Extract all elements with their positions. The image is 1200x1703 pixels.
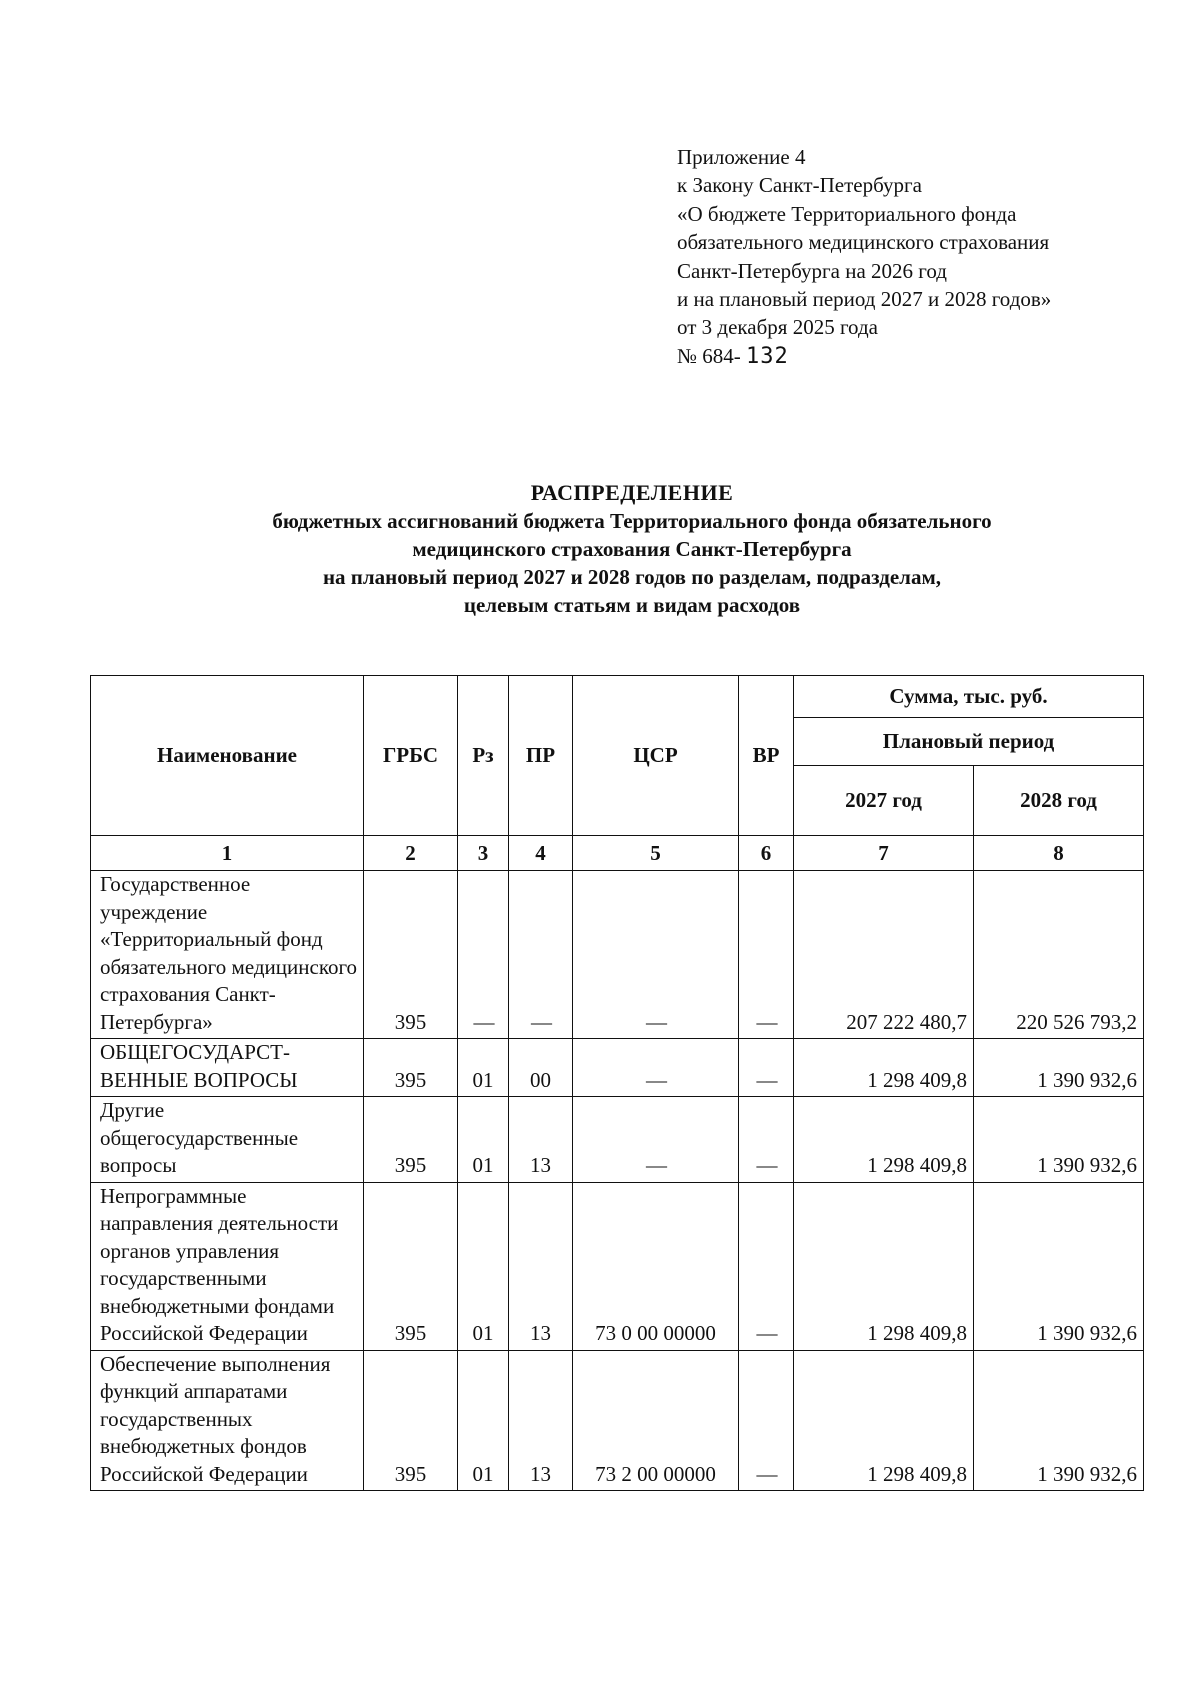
row-pr: 13: [509, 1350, 573, 1491]
header-csr: ЦСР: [573, 676, 739, 836]
header-name: Наименование: [91, 676, 364, 836]
header-sum: Сумма, тыс. руб.: [794, 676, 1144, 718]
row-grbs: 395: [364, 1039, 458, 1097]
column-number: 1: [91, 836, 364, 871]
column-number: 2: [364, 836, 458, 871]
row-grbs: 395: [364, 1097, 458, 1183]
appendix-number-prefix: № 684-: [677, 343, 741, 368]
row-name: Государственное учреждение «Территориальный фонд обязательного медицинского страхования Санкт-Петербурга»: [91, 871, 364, 1039]
row-2027: 1 298 409,8: [794, 1182, 974, 1350]
appendix-line: «О бюджете Территориального фонда: [677, 201, 1017, 226]
row-pr: —: [509, 871, 573, 1039]
header-rz: Рз: [458, 676, 509, 836]
title-line: бюджетных ассигнований бюджета Территориального фонда обязательного: [272, 509, 992, 533]
row-grbs: 395: [364, 1350, 458, 1491]
column-number: 5: [573, 836, 739, 871]
column-number: 6: [739, 836, 794, 871]
title-line: на плановый период 2027 и 2028 годов по разделам, подразделам,: [322, 565, 942, 589]
header-2028: 2028 год: [974, 766, 1144, 836]
row-vr: —: [739, 1097, 794, 1183]
appendix-header: [677, 143, 1147, 371]
row-csr: 73 2 00 00000: [573, 1350, 739, 1491]
appendix-line: Приложение 4: [677, 145, 806, 169]
appendix-line: к Закону Санкт-Петербурга: [677, 173, 922, 198]
title-line: медицинского страхования Санкт-Петербурга: [412, 537, 852, 561]
row-2028: 1 390 932,6: [974, 1097, 1144, 1183]
appendix-number: [677, 342, 1147, 371]
row-rz: —: [458, 871, 509, 1039]
row-2028: 1 390 932,6: [974, 1350, 1144, 1491]
row-csr: 73 0 00 00000: [573, 1182, 739, 1350]
row-grbs: 395: [364, 1182, 458, 1350]
table-row: [91, 871, 1144, 1039]
row-name: Другие общегосударственные вопросы: [91, 1097, 364, 1183]
row-2027: 1 298 409,8: [794, 1039, 974, 1097]
row-rz: 01: [458, 1097, 509, 1183]
row-name: ОБЩЕГОСУДАРСТ-ВЕННЫЕ ВОПРОСЫ: [91, 1039, 364, 1097]
header-2027: 2027 год: [794, 766, 974, 836]
row-vr: —: [739, 1350, 794, 1491]
column-number: 8: [974, 836, 1144, 871]
row-vr: —: [739, 1182, 794, 1350]
table-row: [91, 1039, 1144, 1097]
appendix-line: обязательного медицинского страхования: [677, 230, 1050, 255]
table-row: [91, 1350, 1144, 1491]
row-grbs: 395: [364, 871, 458, 1039]
document-title: [100, 479, 1164, 619]
row-rz: 01: [458, 1182, 509, 1350]
appendix-line: и на плановый период 2027 и 2028 годов»: [677, 287, 1052, 312]
budget-table-container: [90, 675, 1144, 1491]
row-pr: 13: [509, 1182, 573, 1350]
appendix-line: от 3 декабря 2025 года: [677, 315, 878, 340]
row-vr: —: [739, 1039, 794, 1097]
row-2027: 1 298 409,8: [794, 1097, 974, 1183]
row-2028: 1 390 932,6: [974, 1039, 1144, 1097]
row-rz: 01: [458, 1039, 509, 1097]
column-number: 7: [794, 836, 974, 871]
budget-table: [90, 675, 1144, 1491]
appendix-number-handwritten: 132: [746, 343, 789, 369]
column-number: 4: [509, 836, 573, 871]
appendix-line: Санкт-Петербурга на 2026 год: [677, 258, 947, 283]
row-csr: —: [573, 1097, 739, 1183]
table-row: [91, 1097, 1144, 1183]
column-numbers-row: [91, 836, 1144, 871]
header-period: Плановый период: [794, 718, 1144, 766]
row-csr: —: [573, 1039, 739, 1097]
row-2027: 207 222 480,7: [794, 871, 974, 1039]
row-2028: 220 526 793,2: [974, 871, 1144, 1039]
column-number: 3: [458, 836, 509, 871]
title-line: целевым статьям и видам расходов: [463, 593, 801, 617]
table-row: [91, 1182, 1144, 1350]
row-vr: —: [739, 871, 794, 1039]
title-main: РАСПРЕДЕЛЕНИЕ: [530, 480, 734, 505]
row-2028: 1 390 932,6: [974, 1182, 1144, 1350]
header-pr: ПР: [509, 676, 573, 836]
row-pr: 13: [509, 1097, 573, 1183]
row-name: Непрограммные направления деятельности органов управления государственными внебюджетными фондами Российской Федерации: [91, 1182, 364, 1350]
row-rz: 01: [458, 1350, 509, 1491]
header-vr: ВР: [739, 676, 794, 836]
row-name: Обеспечение выполнения функций аппаратами государственных внебюджетных фондов Российской Федерации: [91, 1350, 364, 1491]
row-2027: 1 298 409,8: [794, 1350, 974, 1491]
header-grbs: ГРБС: [364, 676, 458, 836]
row-csr: —: [573, 871, 739, 1039]
row-pr: 00: [509, 1039, 573, 1097]
